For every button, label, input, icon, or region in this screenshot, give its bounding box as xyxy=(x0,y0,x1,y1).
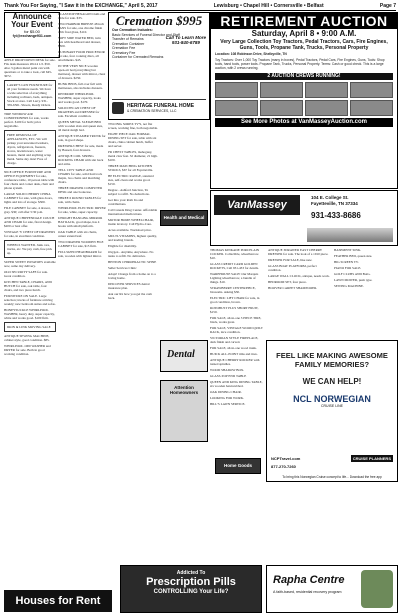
announce-email[interactable]: fyi@exchange931.com xyxy=(12,34,52,38)
classified-item: BIG SCREEN TV. xyxy=(334,260,359,264)
ncl-brand-sub: CRUISE LINE xyxy=(321,404,343,408)
address-line: 104 E. College St. xyxy=(311,195,349,200)
rapha-name: Rapha Centre xyxy=(273,574,345,586)
ncl-help: WE CAN HELP! xyxy=(302,377,362,386)
classified-item: HP ELECTRIC RANGE, standard size, self-clean and works good. $150. xyxy=(108,174,154,186)
classified-item: EIGHT PIECE OAK FORMAL DINING SET for sale, table with six chairs, china cabinet hutch, buffet and server. xyxy=(108,132,157,148)
classified-item: IRON & LINK MOVING SALE xyxy=(4,322,56,332)
vanmassey-logo: VanMassey xyxy=(214,195,300,215)
classified-item: THOMAS KINKADE PORCELAIN COCKER. Collectible, wheelbarrow. $10. xyxy=(210,248,260,260)
header-right: Page 7 xyxy=(379,2,396,9)
classified-item: ANTIQUE 3DRAWER EAST CHERRY DRESSER for sale. The look of a 1910 piece. xyxy=(268,248,329,256)
classified-item: BUICK ALL-POINT rims and tires. xyxy=(210,352,258,356)
classified-item: WOOD SHADOW BOX. xyxy=(210,368,245,372)
classified-item: ANTIQUE SEWING MACHINE, cabinet style, good condition. $85. xyxy=(4,334,50,342)
classified-item: GLASSTOP HEXAGON OAK end table for sale. $35. xyxy=(58,12,106,20)
cremation-item: Basic Services of Funeral Director and Staff xyxy=(112,32,180,37)
heritage-sub: & CREMATION SERVICES, LLC xyxy=(127,108,177,113)
classified-item: IN THE VERY NICE wooden open-air bed (everything but mattress), dresser with mirror, chest of drawers. $250. xyxy=(58,64,106,80)
classified-item: HONEYSUCKLE WHIRLPOOL WASHER, heavy duty, super capacity, white and works good. $100 firm. xyxy=(4,308,55,320)
classifieds-column-4 xyxy=(210,248,264,563)
classifieds-column-5 xyxy=(268,248,396,336)
classified-item: Oxygen - Anytime, Anywhere. No tanks to refill. No deliveries. xyxy=(108,250,154,258)
auction-photo xyxy=(215,100,258,116)
classified-item: GOLF CLUBS AND BAG. xyxy=(334,272,371,276)
page-header xyxy=(4,1,396,11)
announce-title: Announce Your Event xyxy=(11,12,53,29)
homeowners-label: Attention Homeowners xyxy=(169,385,199,395)
classified-item: LARRY'S GUN FURNITURE for all your furniture needs. We have a wide selection of everything including recliners, beds, antiques. Stock at store. Call Larry. 931-359-6561. Shoots, Ready Orders. xyxy=(4,80,56,110)
addiction-line3: CONTROLLING Your Life? xyxy=(153,589,229,595)
auction-photo-grid xyxy=(211,82,397,116)
classified-item: QUEEN METAL SLEIGH BED with wooden slats and queen size, all metal sleigh bed. xyxy=(58,120,103,132)
addiction-line1: Addicted To xyxy=(176,570,206,576)
classified-item: WAREHOUSE SALE! Our Marquis Lighting wheelbarrow, a bundle of things. $10. xyxy=(210,272,259,284)
classified-item: OAK DINING CHAIR. xyxy=(210,390,242,394)
cremation-list-title: Our Cremation Includes: xyxy=(112,28,153,32)
header-left: Thank You For Saying, "I Saw it in the EXCHANGE," April 5, 2017 xyxy=(4,2,158,9)
auction-photo xyxy=(305,100,348,116)
ncl-headline: FEEL LIKE MAKING AWESOME FAMILY MEMORIES? xyxy=(276,351,388,369)
classified-item: WHEELS WANTED. Junk cars, trucks, etc. We pay cash, free pick up. xyxy=(4,240,56,258)
classified-item: VICTORIAN STYLE FIREPLACE, dark finish and carved. xyxy=(210,336,259,344)
classified-item: SOFT SIDE WATER BED, twin size with headboard and dresser, $300. xyxy=(58,36,101,48)
auction-photo xyxy=(260,82,303,98)
dental-label: Dental xyxy=(167,349,195,360)
classifieds-column-2 xyxy=(58,12,106,562)
classified-item: BILL'S LAWN SERVICE. xyxy=(210,402,246,406)
call-label: Call To Learn More xyxy=(165,35,206,40)
auction-subtitle: Very Large Collection Toy Tractors, Pedal Tractors, Cars, Fire Engines, Guns, Tools, Propane Tank, Trucks, Personal Property xyxy=(220,39,388,51)
auction-photo xyxy=(215,82,258,98)
classified-item: Eligible for disability. xyxy=(108,244,137,248)
ncl-site[interactable]: NCPTravel.com xyxy=(271,455,301,461)
cruise-planners-logo: CRUISE PLANNERS xyxy=(352,455,391,461)
classified-item: WHIRLPOOL 1000 WASHER and DRYER for sale. Both in good working condition. xyxy=(4,344,51,356)
cremation-item: Container for Cremated Remains xyxy=(112,55,164,59)
classified-item: OLD SECURITY SAFE for sale. Great condition. xyxy=(4,270,48,278)
classified-item: BENTON CHIROPRACTIC SPINE xyxy=(108,260,157,264)
cremation-item: Cremation Fee xyxy=(112,46,136,50)
classified-item: LOOKING FOR WORK. xyxy=(210,396,244,400)
homeowners-ad xyxy=(160,380,208,442)
heritage-logo-icon xyxy=(112,102,124,114)
auction-photo xyxy=(260,100,303,116)
classified-item: BASEMENT SINK. xyxy=(334,248,362,252)
classified-item: Ask our Rx how you get the cash back. xyxy=(108,292,152,300)
health-medical-badge: Health and Medical xyxy=(160,210,208,226)
classified-item: FULLSIZED HEADBOARD for sale, wooden with lighted mirror. xyxy=(58,250,102,258)
classified-item: KITCHEN TABLE, CHAIRS, AND HUTCH for sale, oak table, four chairs, and two piece hutch. xyxy=(4,280,52,292)
classified-item: FREE REMOVAL OF APPLIANCES, ETC. We will pickup your unwanted washers, dryers, refrigerators, freezers, stoves, lawnmowers, water heaters, metal and anything scrap metal. Same day dare! Free of charge. xyxy=(4,130,56,168)
classified-item: MULTI-VITAMINS, highest quality, and leading brands. xyxy=(108,234,157,242)
classified-item: STRAWBERRY CENTERPIECE, blossoms. Asking $30. xyxy=(210,286,256,294)
classified-item: RENMORE WHIRLPOOL WASHER, super capacity, looks and works good. $170. xyxy=(58,92,101,104)
classified-item: THREE MATCHING KITCHEN STOOLS, $67 for all Fayetteville. xyxy=(108,164,153,172)
classified-item: FOR SALE, all-in-one wood trunk. xyxy=(210,346,257,350)
header-center: Lewisburg • Chapel Hill • Cornersville • Belfast xyxy=(213,2,324,9)
auction-title: RETIREMENT AUCTION xyxy=(211,13,397,29)
classified-item: FEATHER BED, queen size. xyxy=(334,254,373,258)
ncl-cruise-ad xyxy=(266,340,398,482)
classified-item: Get Into your Roth Ira and contributions. xyxy=(108,198,144,206)
cremation-call xyxy=(166,35,206,45)
classified-item: TWO HARBOR BREEZE 48 inch PANS for sale, one chrome finish with frost glass, $110. xyxy=(58,22,104,34)
rapha-centre-ad xyxy=(266,565,398,613)
classified-item: UPRIGHT HANGING MIRROR HAT RACK, good shape, has 4 hooks with small platform. xyxy=(58,216,103,228)
classified-item: THREE 6 ROUND TABLES for sale, with chairs. xyxy=(58,196,102,204)
classified-item: OAK TABLE with six chairs, center extend leaf. xyxy=(58,230,98,238)
addiction-ad xyxy=(120,565,262,613)
rapha-detail: A faith-based, residential recovery program xyxy=(273,590,342,594)
announce-price: for $5.00 xyxy=(24,29,40,34)
houses-for-rent-banner xyxy=(4,590,112,612)
classified-item: LARGE SOLID CHERRY CHINA CABINET for sale, with glass doors, lights and lots of storage. $300. xyxy=(4,192,53,204)
auction-location: Location: 108 Robinson Drive, Shelbyville, TN xyxy=(215,52,287,56)
classified-item: ANTIQUE CHIPPENDALE COUCH AND CHAIR for sale, floral design. $200 or best offer. xyxy=(4,216,55,228)
classified-item: GLASS-TOP END TABLE xyxy=(210,374,247,378)
auction-details: Toy Tractors: Over 1,000 Toy Tractors (many in boxes), Pedal Tractors, Pedal Cars, Fire Engines, Guns, Tools: Shop tools, hand tools, power tools. Propane Tank, Trucks, Personal Property. Terms: Cash or good check. This is a large auction, with 2 crews running. xyxy=(215,58,385,70)
classified-item: PR CHEST TABLES, mahogany, metal claw feet. 32 diameter, 21 high. $100. xyxy=(108,150,158,162)
classified-item: WHIRLPOOL ELECTRIC DRYER for sale, white, super capacity. xyxy=(58,206,106,214)
classified-item: HOOVER CARPET SHAMPOOER. xyxy=(268,286,318,290)
classified-item: TIRE WINDOW AIR CONDITIONERS for sale, works perfect. $100 for both; price negotiable. xyxy=(4,112,49,128)
classified-item: NICE OFFICE FURNITURE AND OFFICE EQUIPMENT for sale, conference table, 10 person table with four chairs and corner desk, chair and phone system. xyxy=(4,170,55,190)
vanmassey-phone[interactable]: 931-433-8686 xyxy=(311,211,361,220)
classified-item: Call Canada Drug Center. Affordable international medications. xyxy=(108,208,158,216)
classified-item: ANTIQUE COIL SPRING ROCKING CHAIR with slat back and arms. xyxy=(58,154,104,166)
classified-item: Seller Services Clinic xyxy=(108,266,137,270)
classified-item: SUPER SWEET POTATOES available now, same day delivery. xyxy=(4,260,56,268)
vanmassey-address xyxy=(311,195,358,206)
ncl-brand: NCL NORWEGIAN xyxy=(293,394,371,404)
classifieds-column-1 xyxy=(4,58,56,588)
cremation-ad xyxy=(108,12,210,120)
classified-item: ANTIQUE CHERRY ROCKER with turned spindles. xyxy=(210,358,260,366)
classified-item: SEWING MACHINE. xyxy=(334,284,364,288)
auction-crews-banner: 2 AUCTION CREWS RUNNING! xyxy=(215,73,393,80)
auction-photo xyxy=(350,100,393,116)
rent-label: Houses for Rent xyxy=(15,595,101,607)
classified-item: ANTIQUE STEAMER TRUNK for sale, in good shape. xyxy=(58,134,106,142)
classified-item: GLASS BOAT PLATFORM, perfect condition. xyxy=(268,264,317,272)
classified-item: DRESSER/CHEST for sale, made by Bassett, four drawers. xyxy=(58,144,104,152)
cremation-title: Cremation $995 xyxy=(115,13,203,28)
auction-photo xyxy=(305,82,348,98)
classified-item: LARGE WALL CLOCK, antique, needs work. xyxy=(268,274,330,278)
cremation-item: Cremation Container xyxy=(112,41,145,46)
classifieds-column-3 xyxy=(108,122,158,562)
home-goods-badge: Home Goods xyxy=(215,458,261,474)
classified-item: VINTAGE 'S' CHEST OF DRAWERS for sale, in excellent condition. xyxy=(4,230,56,238)
classified-item: FOR SALE, all-in-one 3 PIECE TIRE, black, works great. xyxy=(210,316,262,324)
ncl-note: To bring this Norwegian Cruise concept to life... Download the free app xyxy=(282,475,382,479)
classified-item: Acres available. Truckload price. xyxy=(108,228,152,232)
classified-item: APPLE DROP DOWN DESK for sale. Fits desk measures 20x14 1/2. $50. Also 3 gallon metal paint can with questions or to take a look, call 645-3072. xyxy=(4,58,56,78)
addiction-line2: Prescription Pills xyxy=(146,576,236,588)
classified-item: DRESSER FOR SALE, like new. xyxy=(268,258,313,262)
announce-event-ad xyxy=(4,12,60,58)
tree-icon xyxy=(361,570,393,608)
auction-date: Saturday, April 8 • 9:00 A.M. xyxy=(251,29,357,38)
ncl-phone[interactable]: 877-270-7260 xyxy=(271,464,296,469)
cremation-item: Transfer of Remains xyxy=(112,37,144,41)
auction-see-more-link[interactable]: See More Photos at VanMasseyAuction.com xyxy=(215,118,393,127)
classified-item: GLASS CREDIT CARD GOLDEN ROCKETS, Call 931-433 for details. xyxy=(210,262,259,270)
heritage-logo-block xyxy=(112,99,206,116)
heritage-name: HERITAGE FUNERAL HOME xyxy=(127,102,195,109)
retirement-auction-ad xyxy=(210,12,398,189)
classified-item: ELECTRIC LIFT CHAIR for sale, in good condition, brown. xyxy=(210,296,260,304)
classified-item: FURNITURE ON SALE. Large selection; trucks of furniture arriving weekly; new bedroom suites and sofas. xyxy=(4,294,56,306)
classified-item: DISCOVER SERVICES dental insurance plan. xyxy=(108,282,150,290)
classified-item: SOLID PECAN CHEST OF DRAWERS and DRESSER for sale. Excellent condition. xyxy=(58,106,100,118)
cremation-item: Crematory Fee xyxy=(112,50,136,55)
classified-item: FILE CABINET for sale, 4 drawer, grey. $30; call after 5:30 p.m. xyxy=(4,206,51,214)
classified-item: CUISINART FOOD PROCESSOR for sale, four cooking discs, all attachments. $45. xyxy=(58,50,105,62)
auction-photo xyxy=(350,82,393,98)
vanmassey-ad xyxy=(210,190,398,246)
classified-item: Degree - Ashford Junction, Tn subject to refill. No deductions. xyxy=(108,188,150,196)
classified-item: THREE DRAWER COMPUTER DESK and one bookcase. xyxy=(58,186,103,194)
call-phone[interactable]: 931-840-6789 xyxy=(171,40,200,45)
classified-item: PIANO FOR SALE. xyxy=(334,266,362,270)
dental-ad xyxy=(160,340,208,372)
classified-item: ROTOBUST PLUS SHORT FRUIT, $150. xyxy=(210,306,259,314)
classified-item: QUEEN AND KING DINING TABLE, six wooden hand-rubbed. xyxy=(210,380,263,388)
ncl-contact-bar xyxy=(267,453,397,463)
classified-item: TWO DRAWER WOODEN FILE CABINET for sale, $15 firm. xyxy=(58,240,104,248)
classified-item: LAWN MOWER, push type. xyxy=(334,278,373,282)
classified-item: TWO BIG SOREX TV'S, not flat screen, working fine, both negotiable. xyxy=(108,122,158,130)
classified-item: Adopt! Change from a home on to a loving home. xyxy=(108,272,156,280)
classified-item: FOR SALE, VINTAGE WOOD QUILT RACK, nice condition. xyxy=(210,326,263,334)
city-line: Fayetteville, TN 37334 xyxy=(311,200,358,206)
classified-item: BEDROOM SET, four piece. xyxy=(268,280,307,284)
vanmassey-car-photo xyxy=(307,228,393,242)
classified-item: MOTOR HOME WHEELCHAIR, inside lavatory. Call Hydro-Care. xyxy=(108,218,154,226)
classified-item: BUNK BEDS, full over full with mattresses, also includes dressers. xyxy=(58,82,103,90)
classified-item: TELL CITY TABLE AND CHAIRS for sale, solid hard rock maple, two chairs and matching chairs. xyxy=(58,168,103,184)
